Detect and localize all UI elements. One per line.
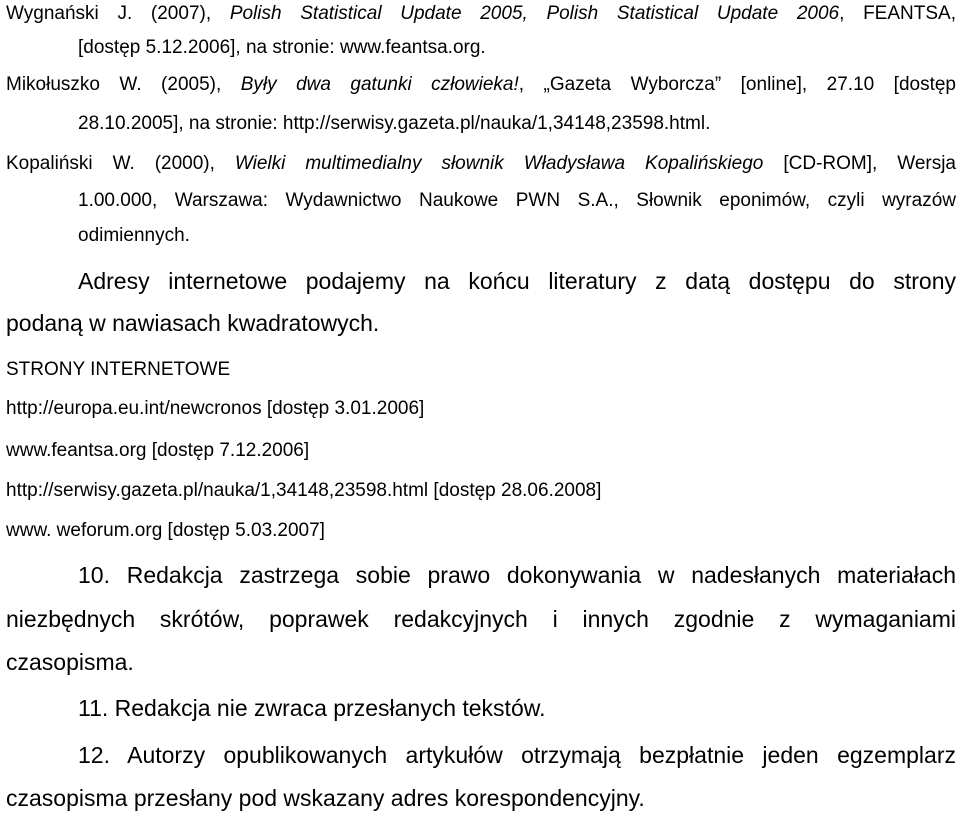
reference-kopalinski-line-1 [6,154,956,173]
reference-wygnanski-line-1 [6,4,956,23]
reference-publisher: , FEANTSA, [839,3,956,24]
reference-title: Wielki multimedialny słownik Władysława Kopalińskiego [234,153,764,174]
reference-kopalinski-line-2: 1.00.000, Warszawa: Wydawnictwo Naukowe PWN S.A., Słownik eponimów, czyli wyrazów [78,190,956,211]
web-source-item: www.feantsa.org [dostęp 7.12.2006] [6,440,310,461]
reference-kopalinski-line-3: odimiennych. [78,225,190,246]
web-source-item: http://europa.eu.int/newcronos [dostęp 3.01.2006] [6,398,425,419]
rule-10-line-2: niezbędnych skrótów, poprawek redakcyjnych i innych zgodnie z wymaganiami [6,606,956,632]
rule-11-line-1: 11. Redakcja nie zwraca przesłanych tekstów. [78,695,546,721]
reference-author-year: Kopaliński W. (2000), [6,153,235,174]
web-source-item: www. weforum.org [dostęp 5.03.2007] [6,520,325,541]
reference-author-year: Wygnański J. (2007), [6,3,230,24]
reference-publisher: [CD-ROM], Wersja [763,153,956,174]
reference-title: Były dwa gatunki człowieka! [240,74,519,95]
reference-wygnanski-line-2: [dostęp 5.12.2006], na stronie: www.feantsa.org. [78,37,486,58]
reference-mikoluszko-line-2: 28.10.2005], na stronie: http://serwisy.gazeta.pl/nauka/1,34148,23598.html. [78,113,711,134]
web-sources-heading: STRONY INTERNETOWE [6,359,231,380]
note-line-1: Adresy internetowe podajemy na końcu literatury z datą dostępu do strony [78,268,956,294]
note-line-2: podaną w nawiasach kwadratowych. [6,310,380,336]
web-source-item: http://serwisy.gazeta.pl/nauka/1,34148,23598.html [dostęp 28.06.2008] [6,480,602,501]
reference-title: Polish Statistical Update 2005, Polish Statistical Update 2006 [229,3,840,24]
rule-10-line-1: 10. Redakcja zastrzega sobie prawo dokonywania w nadesłanych materiałach [78,562,956,588]
reference-mikoluszko-line-1 [6,75,956,94]
rule-12-line-1: 12. Autorzy opublikowanych artykułów otrzymają bezpłatnie jeden egzemplarz [78,742,956,768]
reference-publisher: , „Gazeta Wyborcza” [online], 27.10 [dostęp [518,74,956,95]
reference-author-year: Mikołuszko W. (2005), [6,74,241,95]
rule-12-line-2: czasopisma przesłany pod wskazany adres korespondencyjny. [6,785,645,811]
rule-10-line-3: czasopisma. [6,649,134,675]
